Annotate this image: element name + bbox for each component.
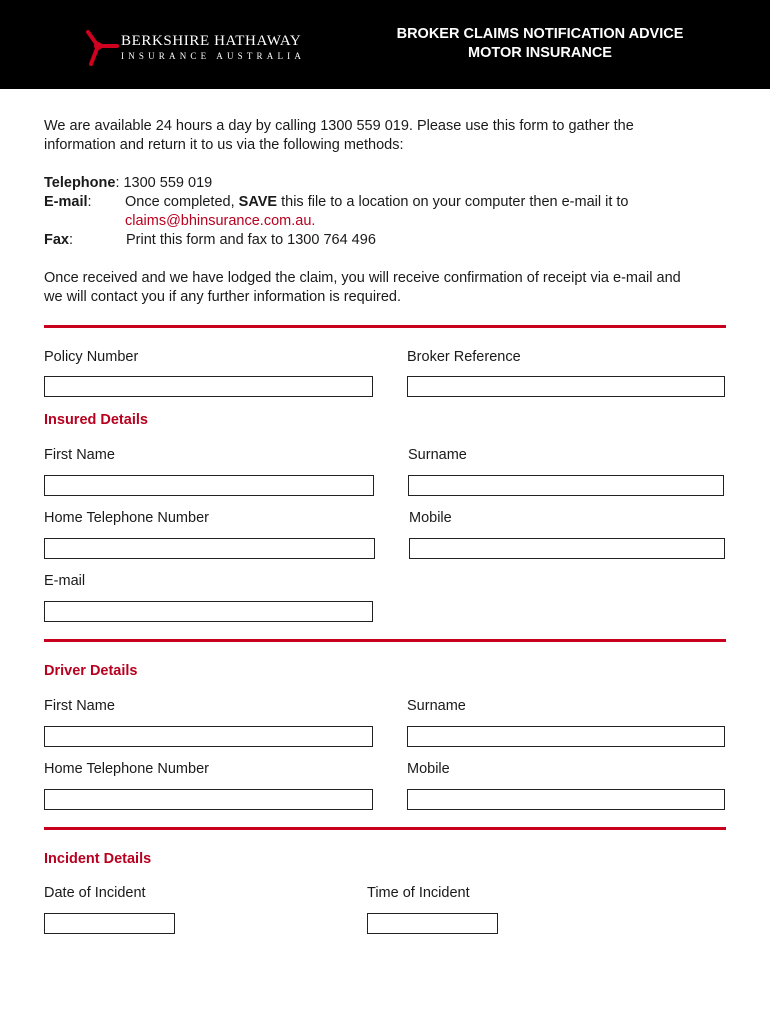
driver-surname-field[interactable] [407, 726, 725, 747]
insured-email-label: E-mail [44, 573, 86, 589]
claims-email-row: claims@bhinsurance.com.au. [125, 213, 316, 229]
driver-home-phone-field[interactable] [44, 789, 373, 810]
insured-surname-label: Surname [408, 447, 467, 463]
berkshire-logo-icon [84, 28, 120, 68]
driver-first-name-label: First Name [44, 698, 115, 714]
company-division: INSURANCE AUSTRALIA [121, 51, 306, 61]
email-label: E-mail [44, 194, 88, 210]
time-of-incident-field[interactable] [367, 913, 498, 934]
time-of-incident-label: Time of Incident [367, 885, 470, 901]
claims-email-link[interactable]: claims@bhinsurance.com.au [125, 213, 312, 229]
fax-label-row: Fax: [44, 232, 74, 248]
email-instruction: Once completed, SAVE this file to a location on your computer then e-mail it to [125, 194, 629, 210]
date-of-incident-label: Date of Incident [44, 885, 146, 901]
broker-reference-label: Broker Reference [407, 349, 521, 365]
broker-reference-field[interactable] [407, 376, 725, 397]
driver-home-phone-label: Home Telephone Number [44, 761, 209, 777]
form-title: BROKER CLAIMS NOTIFICATION ADVICE [396, 26, 684, 42]
policy-number-label: Policy Number [44, 349, 139, 365]
company-name: BERKSHIRE HATHAWAY [121, 33, 302, 49]
policy-number-field[interactable] [44, 376, 373, 397]
insured-home-phone-label: Home Telephone Number [44, 510, 209, 526]
insured-mobile-field[interactable] [409, 538, 725, 559]
fax-instruction: Print this form and fax to 1300 764 496 [126, 232, 376, 248]
section-divider [44, 639, 726, 642]
header-bar [0, 0, 770, 89]
section-divider [44, 827, 726, 830]
intro-line-2: information and return it to us via the following methods: [44, 137, 404, 153]
telephone-value: : 1300 559 019 [115, 175, 213, 191]
insured-home-phone-field[interactable] [44, 538, 375, 559]
telephone-row [44, 174, 212, 193]
driver-mobile-label: Mobile [407, 761, 450, 777]
insured-surname-field[interactable] [408, 475, 724, 496]
fax-label: Fax [44, 232, 69, 248]
insured-email-field[interactable] [44, 601, 373, 622]
closing-line-1: Once received and we have lodged the claim, you will receive confirmation of receipt via e-mail and [44, 270, 681, 286]
insured-first-name-field[interactable] [44, 475, 374, 496]
date-of-incident-field[interactable] [44, 913, 175, 934]
driver-details-heading: Driver Details [44, 663, 138, 679]
driver-first-name-field[interactable] [44, 726, 373, 747]
incident-details-heading: Incident Details [44, 851, 152, 867]
insured-details-heading: Insured Details [44, 412, 148, 428]
form-subtitle: MOTOR INSURANCE [468, 45, 612, 61]
driver-mobile-field[interactable] [407, 789, 725, 810]
save-emphasis: SAVE [238, 194, 278, 210]
telephone-label: Telephone [44, 175, 116, 191]
email-label-row: E-mail: [44, 194, 92, 210]
driver-surname-label: Surname [407, 698, 466, 714]
section-divider [44, 325, 726, 328]
insured-mobile-label: Mobile [409, 510, 452, 526]
closing-line-2: we will contact you if any further information is required. [44, 289, 402, 305]
intro-line-1: We are available 24 hours a day by calling 1300 559 019. Please use this form to gather the [44, 118, 634, 134]
insured-first-name-label: First Name [44, 447, 115, 463]
